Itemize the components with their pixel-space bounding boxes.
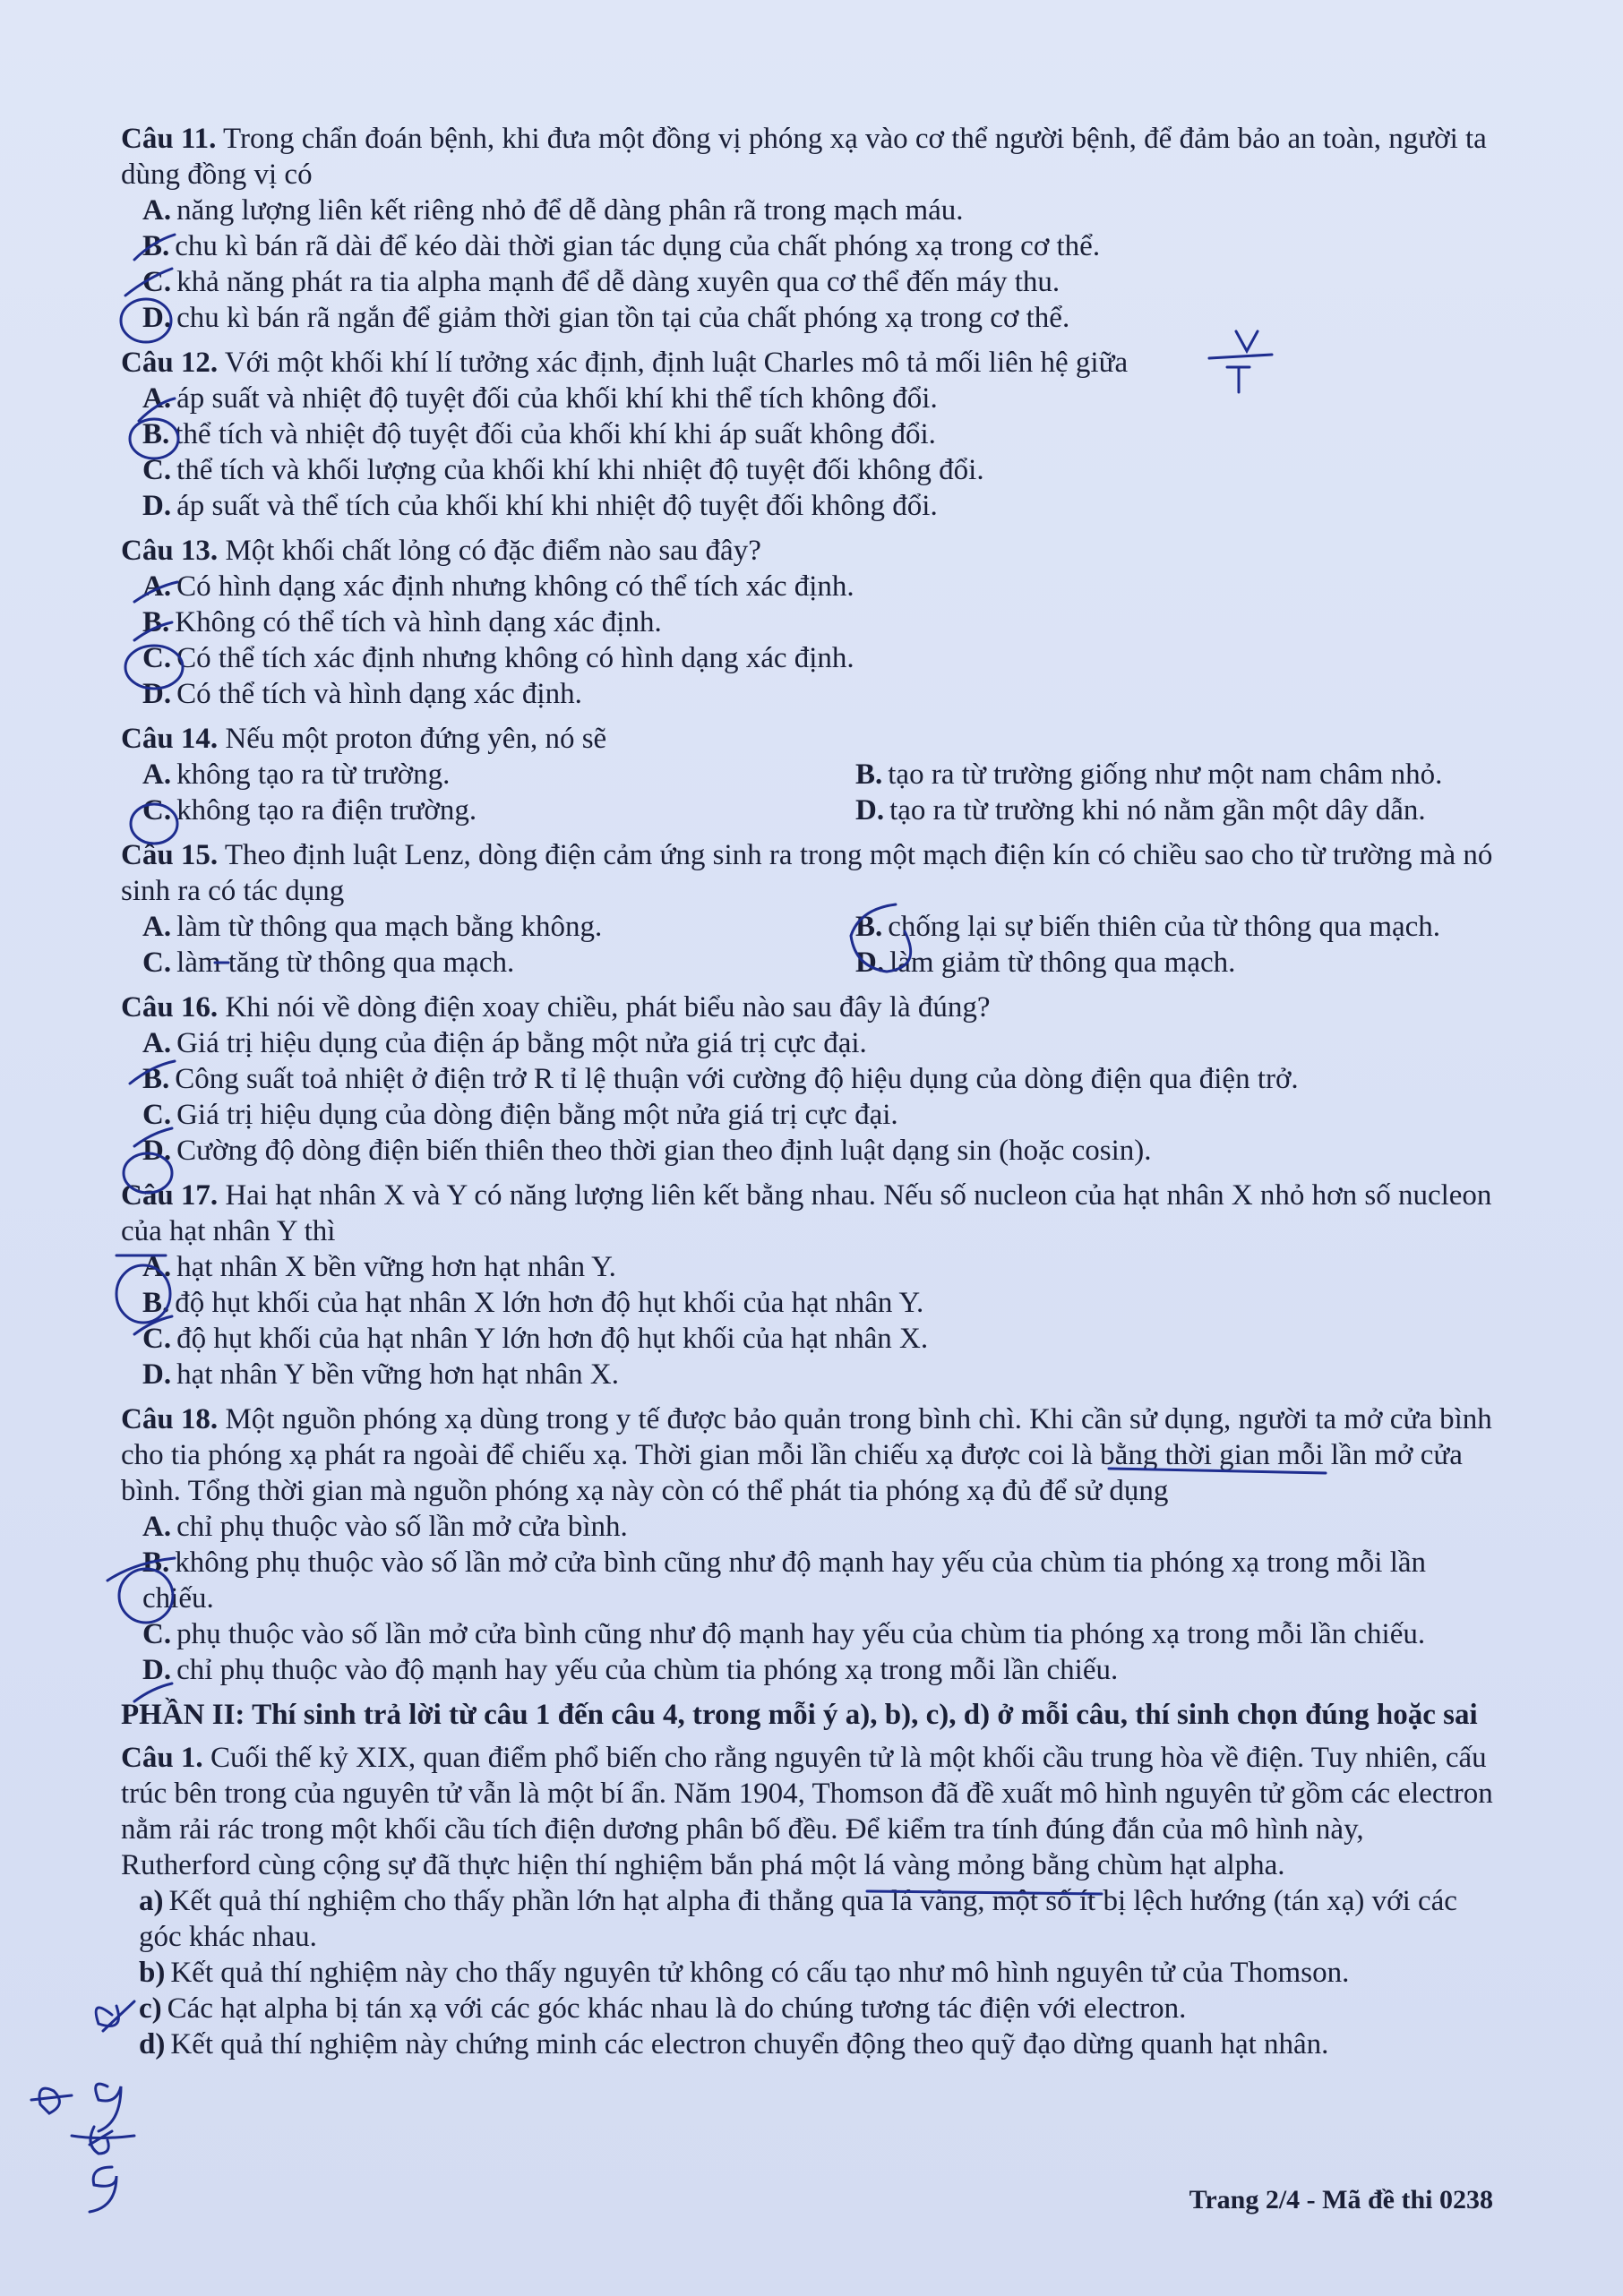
option-b: B. chu kì bán rã dài để kéo dài thời gian tác dụng của chất phóng xạ trong cơ thể. xyxy=(142,230,1101,262)
option-d: D. Có thể tích và hình dạng xác định. xyxy=(142,678,582,710)
question-text: Khi nói về dòng điện xoay chiều, phát biểu nào sau đây là đúng? xyxy=(225,991,991,1024)
option-c: C. không tạo ra điện trường. xyxy=(142,794,477,827)
question-16 xyxy=(121,990,1500,1169)
question-number: Câu 16. xyxy=(121,991,219,1024)
question-number: Câu 11. xyxy=(121,123,217,155)
option-a: A. áp suất và nhiệt độ tuyệt đối của khối khí khi thể tích không đổi. xyxy=(142,382,938,415)
option-d: D. Cường độ dòng điện biến thiên theo thời gian theo định luật dạng sin (hoặc cosin). xyxy=(142,1135,1152,1167)
option-d: D. tạo ra từ trường khi nó nằm gần một dây dẫn. xyxy=(855,794,1426,827)
option-a: A. hạt nhân X bền vững hơn hạt nhân Y. xyxy=(142,1251,616,1283)
statement-d: d) Kết quả thí nghiệm này chứng minh các electron chuyển động theo quỹ đạo dừng quanh hạt nhân. xyxy=(139,2028,1329,2060)
option-b: B. thể tích và nhiệt độ tuyệt đối của khối khí khi áp suất không đổi. xyxy=(142,418,936,450)
question-13 xyxy=(121,533,1500,712)
question-text: Một nguồn phóng xạ dùng trong y tế được bảo quản trong bình chì. Khi cần sử dụng, người ta mở cửa bình cho tia phóng xạ phát ra ngoài để chiếu xạ. Thời gian mỗi lần chiếu xạ được coi là bằng thời gian mỗi lần mở cửa bình. Tổng thời gian mà nguồn phóng xạ này còn có thể phát tia phóng xạ đủ để sử dụng xyxy=(121,1403,1492,1507)
question-number: Câu 1. xyxy=(121,1742,203,1774)
option-d: D. làm giảm từ thông qua mạch. xyxy=(855,947,1236,979)
question-text: Theo định luật Lenz, dòng điện cảm ứng sinh ra trong một mạch điện kín có chiều sao cho từ trường mà nó sinh ra có tác dụng xyxy=(121,839,1493,907)
question-14 xyxy=(121,721,1500,828)
pen-note-mark xyxy=(31,2088,72,2113)
option-c: C. độ hụt khối của hạt nhân Y lớn hơn độ hụt khối của hạt nhân X. xyxy=(142,1323,929,1355)
part-2-question-1 xyxy=(121,1740,1500,2062)
option-b: B. tạo ra từ trường giống như một nam châm nhỏ. xyxy=(855,758,1443,791)
question-12 xyxy=(121,345,1500,524)
option-d: D. chu kì bán rã ngắn để giảm thời gian tồn tại của chất phóng xạ trong cơ thể. xyxy=(142,302,1070,334)
option-a: A. năng lượng liên kết riêng nhỏ để dễ dàng phân rã trong mạch máu. xyxy=(142,194,964,227)
pen-underline-mark xyxy=(72,2136,134,2138)
question-number: Câu 12. xyxy=(121,347,219,379)
question-text: Nếu một proton đứng yên, nó sẽ xyxy=(225,723,607,755)
option-d: D. hạt nhân Y bền vững hơn hạt nhân X. xyxy=(142,1358,619,1391)
pen-note-mark xyxy=(96,2084,121,2131)
option-b: B. độ hụt khối của hạt nhân X lớn hơn độ hụt khối của hạt nhân Y. xyxy=(142,1287,924,1319)
option-b: B. không phụ thuộc vào số lần mở cửa bình cũng như độ mạnh hay yếu của chùm tia phóng xạ trong mỗi lần chiếu. xyxy=(142,1546,1427,1615)
option-b: B. Không có thể tích và hình dạng xác định. xyxy=(142,606,662,638)
question-text: Hai hạt nhân X và Y có năng lượng liên kết bằng nhau. Nếu số nucleon của hạt nhân X nhỏ hơn số nucleon của hạt nhân Y thì xyxy=(121,1179,1492,1247)
option-c: C. Có thể tích xác định nhưng không có hình dạng xác định. xyxy=(142,642,854,674)
question-number: Câu 15. xyxy=(121,839,219,871)
pen-note-mark xyxy=(90,2127,112,2154)
option-a: A. Có hình dạng xác định nhưng không có thể tích xác định. xyxy=(142,570,854,603)
option-b: B. chống lại sự biến thiên của từ thông qua mạch. xyxy=(855,911,1441,943)
question-15 xyxy=(121,837,1500,981)
option-d: D. chỉ phụ thuộc vào độ mạnh hay yếu của chùm tia phóng xạ trong mỗi lần chiếu. xyxy=(142,1654,1119,1686)
question-text: Với một khối khí lí tưởng xác định, định luật Charles mô tả mối liên hệ giữa xyxy=(224,347,1129,379)
question-text: Cuối thế kỷ XIX, quan điểm phổ biến cho rằng nguyên tử là một khối cầu trung hòa về điện. Tuy nhiên, cấu trúc bên trong của nguyên tử vẫn là một bí ẩn. Năm 1904, Thomson đã đề xuất mô hình nguyên tử gồm các electron nằm rải rác trong một khối cầu tích điện dương phân bố đều. Để kiểm tra tính đúng đắn của mô hình này, Rutherford cùng cộng sự đã thực hiện thí nghiệm bắn phá một lá vàng mỏng bằng chùm hạt alpha. xyxy=(121,1742,1493,1881)
option-c: C. phụ thuộc vào số lần mở cửa bình cũng như độ mạnh hay yếu của chùm tia phóng xạ trong mỗi lần chiếu. xyxy=(142,1618,1426,1650)
question-number: Câu 14. xyxy=(121,723,219,755)
statement-a: a) Kết quả thí nghiệm cho thấy phần lớn hạt alpha đi thẳng qua lá vàng, một số ít bị lệch hướng (tán xạ) với các góc khác nhau. xyxy=(139,1885,1457,1953)
option-c: C. làm tăng từ thông qua mạch. xyxy=(142,947,515,979)
question-17 xyxy=(121,1178,1500,1392)
option-c: C. Giá trị hiệu dụng của dòng điện bằng một nửa giá trị cực đại. xyxy=(142,1099,898,1131)
exam-page xyxy=(121,121,1500,2071)
statement-b: b) Kết quả thí nghiệm này cho thấy nguyên tử không có cấu tạo như mô hình nguyên tử của Thomson. xyxy=(139,1957,1350,1989)
page-footer: Trang 2/4 - Mã đề thi 0238 xyxy=(1189,2185,1493,2215)
option-c: C. thể tích và khối lượng của khối khí khi nhiệt độ tuyệt đối không đổi. xyxy=(142,454,984,486)
option-b: B. Công suất toả nhiệt ở điện trở R tỉ lệ thuận với cường độ hiệu dụng của dòng điện qua điện trở. xyxy=(142,1063,1299,1095)
question-number: Câu 17. xyxy=(121,1179,219,1212)
statement-c: c) Các hạt alpha bị tán xạ với các góc khác nhau là do chúng tương tác điện với electron. xyxy=(139,1992,1187,2025)
question-number: Câu 13. xyxy=(121,535,219,567)
question-11 xyxy=(121,121,1500,336)
question-text: Trong chẩn đoán bệnh, khi đưa một đồng vị phóng xạ vào cơ thể người bệnh, để đảm bảo an toàn, người ta dùng đồng vị có xyxy=(121,123,1487,191)
option-a: A. chỉ phụ thuộc vào số lần mở cửa bình. xyxy=(142,1511,628,1543)
question-18 xyxy=(121,1401,1500,1688)
option-a: A. làm từ thông qua mạch bằng không. xyxy=(142,911,603,943)
question-text: Một khối chất lỏng có đặc điểm nào sau đây? xyxy=(225,535,761,567)
option-a: A. Giá trị hiệu dụng của điện áp bằng một nửa giá trị cực đại. xyxy=(142,1027,867,1059)
question-number: Câu 18. xyxy=(121,1403,219,1435)
option-d: D. áp suất và thể tích của khối khí khi nhiệt độ tuyệt đối không đổi. xyxy=(142,490,938,522)
pen-note-mark xyxy=(90,2167,116,2212)
option-c: C. khả năng phát ra tia alpha mạnh để dễ dàng xuyên qua cơ thể đến máy thu. xyxy=(142,266,1061,298)
option-a: A. không tạo ra từ trường. xyxy=(142,758,451,791)
part-2-heading: PHẦN II: Thí sinh trả lời từ câu 1 đến câu 4, trong mỗi ý a), b), c), d) ở mỗi câu, thí sinh chọn đúng hoặc sai xyxy=(121,1699,1478,1731)
